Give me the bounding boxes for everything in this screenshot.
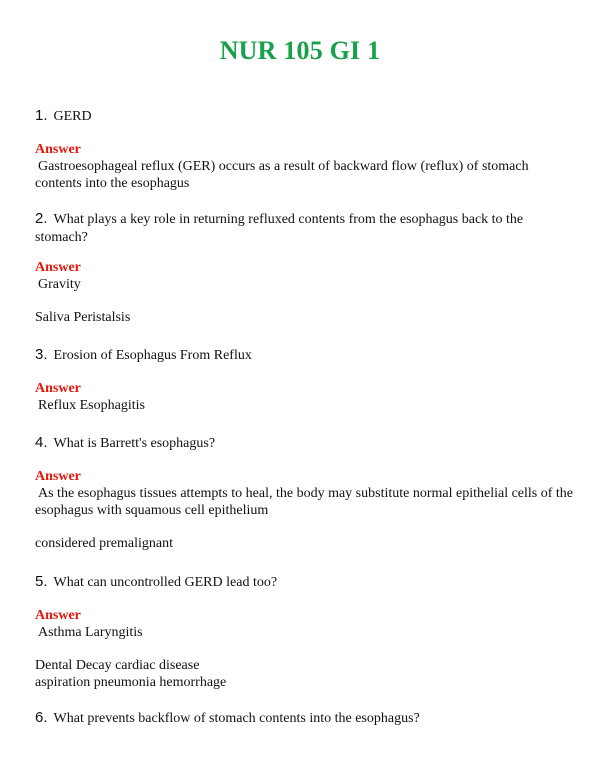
question-text: GERD: [53, 109, 92, 124]
answer-text: Asthma Laryngitis: [38, 625, 143, 640]
answer-label: Answer: [35, 260, 81, 275]
question-number: 4.: [35, 434, 48, 451]
answer-label: Answer: [35, 142, 81, 157]
question-number: 1.: [35, 107, 48, 124]
question-number: 2.: [35, 210, 48, 227]
qa-item-4: [35, 434, 575, 552]
qa-item-3: [35, 346, 575, 414]
question-number: 5.: [35, 573, 48, 590]
answer-text: Gravity: [38, 277, 81, 292]
question-text-continued: stomach?: [35, 230, 88, 245]
answer-extra: considered premalignant: [35, 536, 174, 551]
answer-text: As the esophagus tissues attempts to heal, the body may substitute normal epithelial cells of the: [38, 486, 574, 501]
qa-item-2: [35, 210, 575, 326]
question-4: [35, 434, 575, 453]
question-5: [35, 573, 575, 592]
answer-label: Answer: [35, 381, 81, 396]
answer-text: esophagus with squamous cell epithelium: [35, 503, 269, 518]
question-text: What prevents backflow of stomach contents into the esophagus?: [53, 711, 420, 726]
qa-item-5: [35, 573, 575, 691]
question-number: 6.: [35, 709, 48, 726]
question-number: 3.: [35, 346, 48, 363]
answer-text: contents into the esophagus: [35, 176, 190, 191]
answer-extra: aspiration pneumonia hemorrhage: [35, 675, 227, 690]
answer-text: Reflux Esophagitis: [38, 398, 145, 413]
page-title: NUR 105 GI 1: [219, 36, 381, 65]
question-6: [35, 709, 575, 728]
qa-item-1: [35, 107, 575, 192]
answer-label: Answer: [35, 469, 81, 484]
answer-extra: Saliva Peristalsis: [35, 310, 131, 325]
question-text: What is Barrett's esophagus?: [53, 436, 216, 451]
question-2: [35, 210, 575, 229]
answer-extra: Dental Decay cardiac disease: [35, 658, 200, 673]
question-text: Erosion of Esophagus From Reflux: [53, 348, 252, 363]
answer-text: Gastroesophageal reflux (GER) occurs as a result of backward flow (reflux) of stomach: [38, 159, 529, 174]
question-text: What plays a key role in returning refluxed contents from the esophagus back to the: [53, 212, 524, 227]
question-text: What can uncontrolled GERD lead too?: [53, 575, 278, 590]
qa-item-6: [35, 709, 575, 728]
question-1: [35, 107, 575, 126]
answer-label: Answer: [35, 608, 81, 623]
question-3: [35, 346, 575, 365]
